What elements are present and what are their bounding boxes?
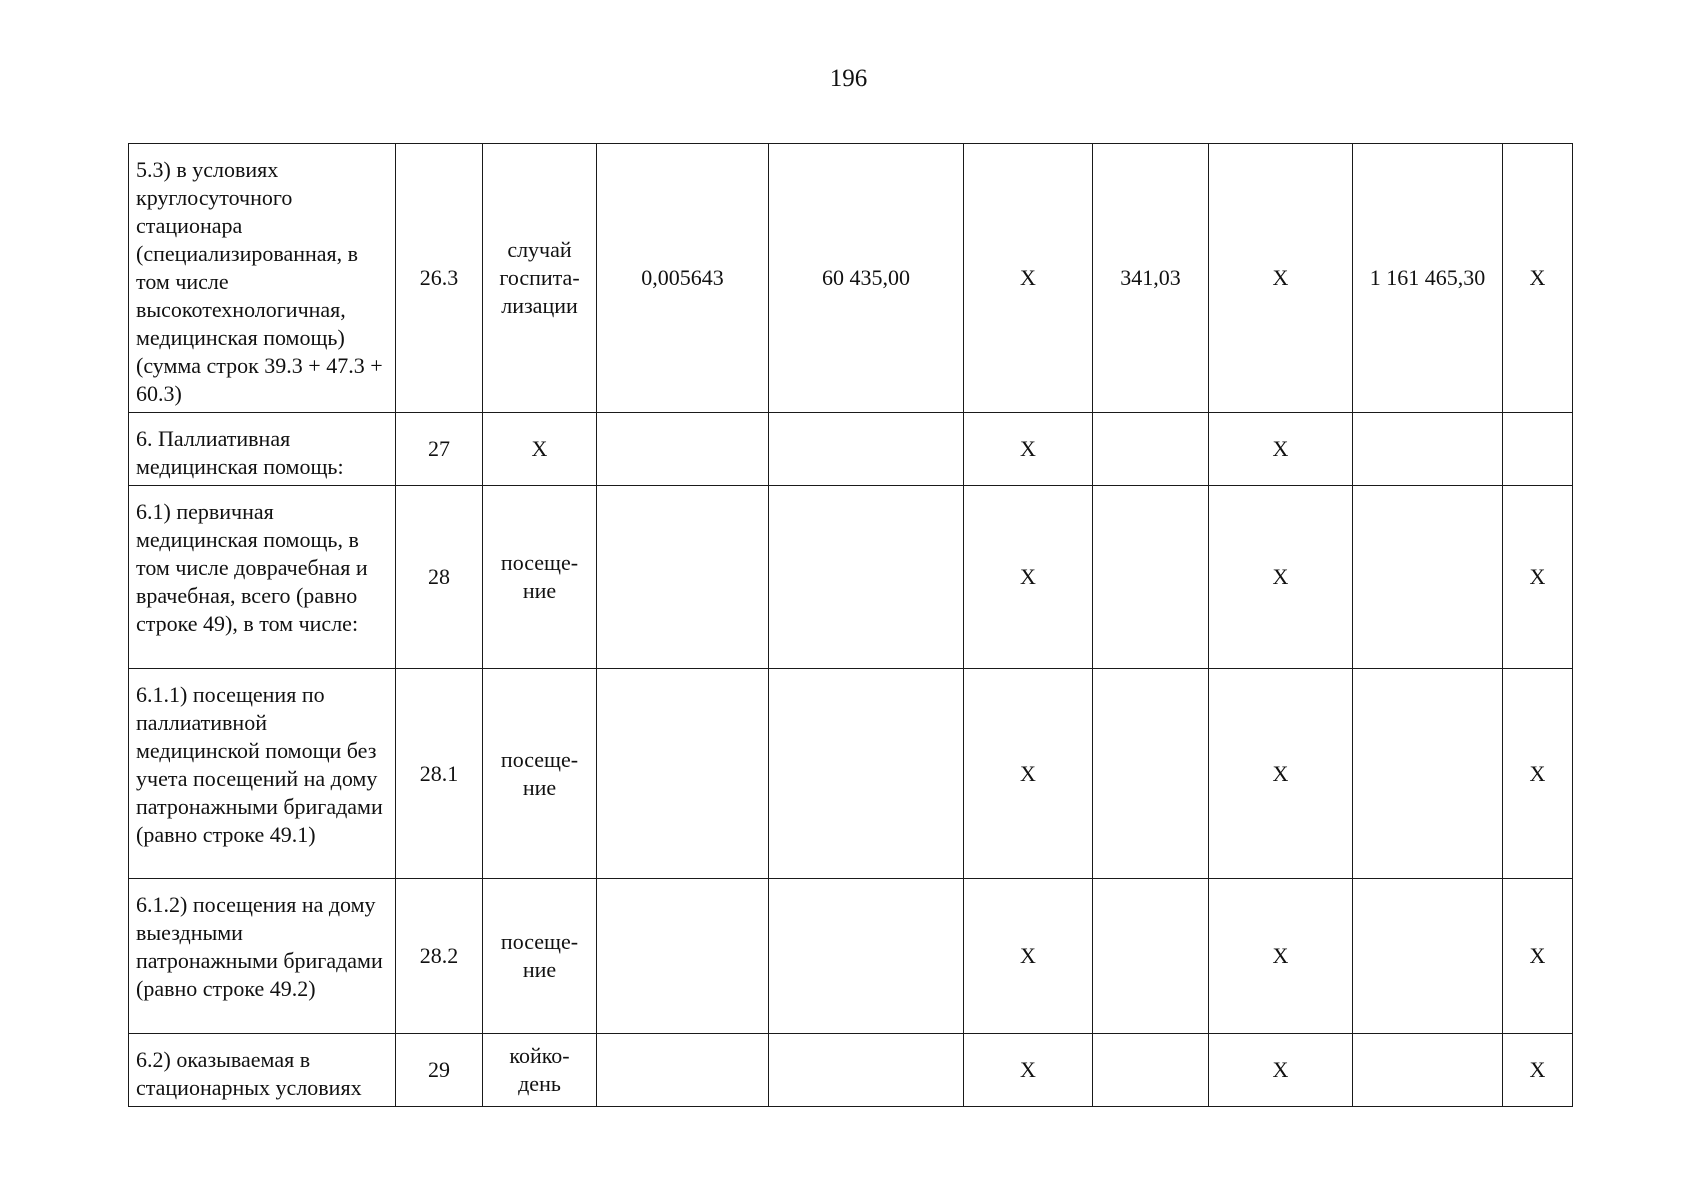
row-unit <box>483 879 597 1034</box>
unit-line: ние <box>522 774 557 800</box>
row-unit <box>483 669 597 879</box>
row-unit <box>483 486 597 669</box>
row-description: 6. Паллиативная медицинская помощь: <box>129 413 396 486</box>
row-cell-7 <box>1093 486 1209 669</box>
row-description: 6.2) оказываемая в стационарных условиях <box>129 1034 396 1107</box>
row-cell-4 <box>597 1034 769 1107</box>
table-row <box>129 486 1573 669</box>
row-cell-4: 0,005643 <box>597 144 769 413</box>
row-line-number: 28.1 <box>396 669 483 879</box>
unit-line: койко- <box>509 1043 570 1068</box>
row-cell-6: Х <box>964 413 1093 486</box>
table-row <box>129 1034 1573 1107</box>
row-cell-7 <box>1093 669 1209 879</box>
row-cell-8: Х <box>1209 413 1353 486</box>
table-row <box>129 669 1573 879</box>
row-line-number: 28 <box>396 486 483 669</box>
row-cell-7: 341,03 <box>1093 144 1209 413</box>
unit-line: посеще- <box>500 746 579 772</box>
row-cell-4 <box>597 879 769 1034</box>
row-line-number: 26.3 <box>396 144 483 413</box>
row-cell-8: Х <box>1209 486 1353 669</box>
row-cell-5 <box>769 1034 964 1107</box>
unit-line: Х <box>531 436 548 461</box>
row-cell-5 <box>769 669 964 879</box>
row-description: 6.1) первичная медицинская помощь, в том числе доврачебная и врачебная, всего (равно строке 49), в том числе: <box>129 486 396 669</box>
row-cell-8: Х <box>1209 144 1353 413</box>
row-cell-10 <box>1503 413 1573 486</box>
row-line-number: 29 <box>396 1034 483 1107</box>
row-description: 5.3) в условиях круглосуточного стационара (специализированная, в том числе высокотехнологичная, медицинская помощь) (сумма строк 39.3 + 47.3 + 60.3) <box>129 144 396 413</box>
data-table <box>128 143 1573 1107</box>
row-line-number: 28.2 <box>396 879 483 1034</box>
row-description: 6.1.2) посещения на дому выездными патронажными бригадами (равно строке 49.2) <box>129 879 396 1034</box>
row-cell-9 <box>1353 669 1503 879</box>
unit-line: госпита- <box>499 265 580 290</box>
row-unit <box>483 144 597 413</box>
row-cell-6: Х <box>964 669 1093 879</box>
row-cell-6: Х <box>964 144 1093 413</box>
page-number: 196 <box>829 65 868 92</box>
row-cell-8: Х <box>1209 1034 1353 1107</box>
row-cell-4 <box>597 413 769 486</box>
unit-line: случай <box>507 237 572 262</box>
unit-line: посеще- <box>500 550 579 575</box>
row-cell-9 <box>1353 1034 1503 1107</box>
row-cell-5 <box>769 413 964 486</box>
row-cell-7 <box>1093 879 1209 1034</box>
row-cell-5 <box>769 879 964 1034</box>
table-row <box>129 144 1573 413</box>
row-line-number: 27 <box>396 413 483 486</box>
table-row <box>129 413 1573 486</box>
row-cell-6: Х <box>964 879 1093 1034</box>
row-cell-7 <box>1093 1034 1209 1107</box>
row-cell-4 <box>597 486 769 669</box>
row-unit <box>483 413 597 486</box>
row-cell-6: Х <box>964 1034 1093 1107</box>
table-row <box>129 879 1573 1034</box>
row-description: 6.1.1) посещения по паллиативной медицинской помощи без учета посещений на дому патронажными бригадами (равно строке 49.1) <box>129 669 396 879</box>
row-cell-10: Х <box>1503 669 1573 879</box>
row-cell-9 <box>1353 486 1503 669</box>
unit-line: день <box>518 1071 561 1096</box>
row-cell-9 <box>1353 413 1503 486</box>
row-cell-9: 1 161 465,30 <box>1353 144 1503 413</box>
row-cell-5: 60 435,00 <box>769 144 964 413</box>
unit-line: посеще- <box>500 929 579 954</box>
row-unit <box>483 1034 597 1107</box>
unit-line: лизации <box>501 293 578 318</box>
row-cell-6: Х <box>964 486 1093 669</box>
row-cell-5 <box>769 486 964 669</box>
unit-line: ние <box>522 578 557 603</box>
row-cell-8: Х <box>1209 879 1353 1034</box>
row-cell-10: Х <box>1503 1034 1573 1107</box>
row-cell-10: Х <box>1503 486 1573 669</box>
unit-line: ние <box>522 957 557 982</box>
row-cell-4 <box>597 669 769 879</box>
row-cell-10: Х <box>1503 879 1573 1034</box>
row-cell-8: Х <box>1209 669 1353 879</box>
row-cell-7 <box>1093 413 1209 486</box>
row-cell-9 <box>1353 879 1503 1034</box>
row-cell-10: Х <box>1503 144 1573 413</box>
